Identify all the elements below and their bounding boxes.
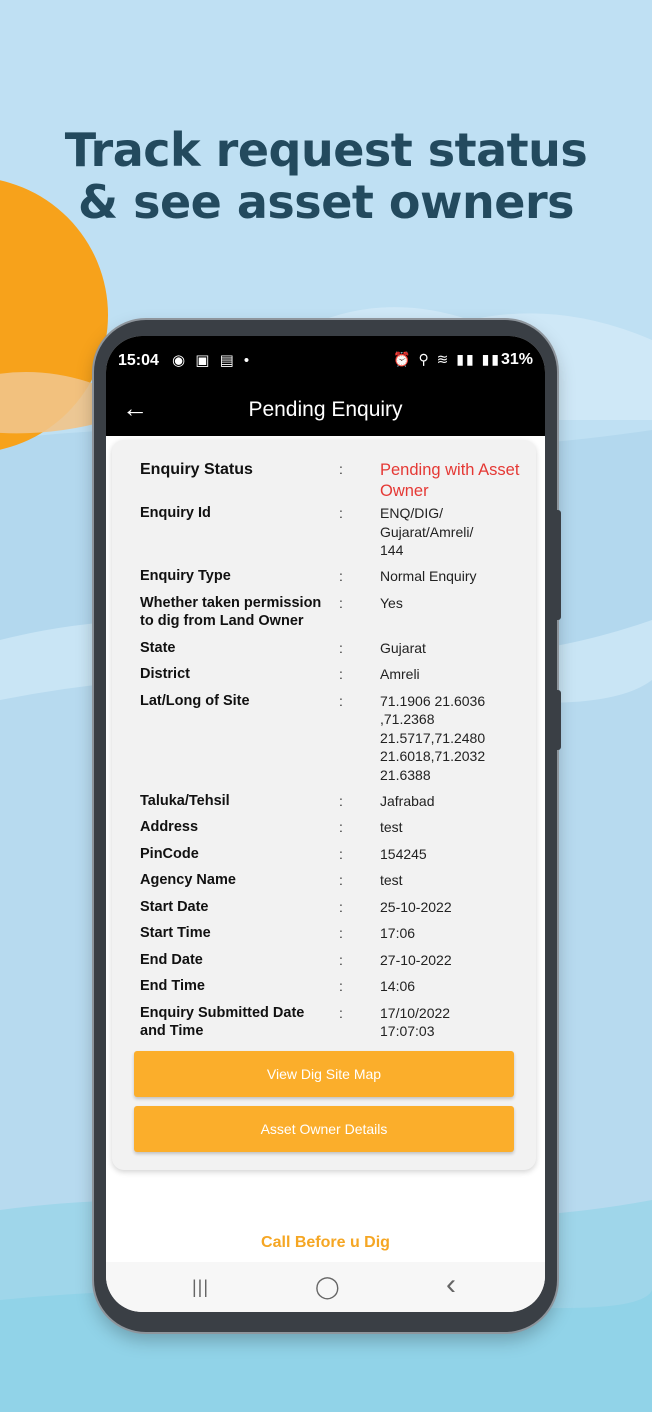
detail-separator: : — [339, 639, 343, 656]
detail-value: ENQ/DIG/ Gujarat/Amreli/ 144 — [380, 505, 474, 558]
detail-row — [140, 594, 520, 639]
page-title: Pending Enquiry — [248, 398, 403, 421]
asset-owner-details-button[interactable]: Asset Owner Details — [134, 1106, 514, 1152]
call-before-u-dig-link[interactable]: Call Before u Dig — [261, 1234, 390, 1251]
detail-row-status — [140, 460, 520, 504]
detail-value: 14:06 — [380, 978, 416, 994]
detail-label: Whether taken permission to dig from Land Owner — [140, 594, 322, 629]
promo-headline — [0, 124, 652, 228]
detail-value: Gujarat — [380, 639, 426, 656]
detail-row — [140, 567, 520, 594]
detail-separator: : — [339, 594, 343, 611]
detail-separator: : — [339, 819, 343, 835]
enquiry-card — [112, 440, 536, 1170]
detail-separator: : — [339, 951, 343, 968]
phone-screen — [106, 336, 545, 1312]
detail-row — [140, 845, 520, 872]
detail-separator: : — [339, 872, 343, 888]
detail-separator: : — [339, 461, 343, 477]
detail-value: 25-10-2022 — [380, 898, 452, 915]
detail-separator: : — [339, 978, 343, 994]
detail-separator: : — [339, 1004, 343, 1021]
detail-label: State — [140, 639, 176, 656]
view-dig-site-map-button[interactable]: View Dig Site Map — [134, 1051, 514, 1097]
arrow-left-icon[interactable]: ← — [122, 393, 148, 423]
app-bar — [106, 384, 545, 436]
detail-separator: : — [339, 692, 343, 709]
detail-row — [140, 871, 520, 898]
detail-label: Enquiry Status — [140, 461, 253, 478]
system-icons: ⏰ ⚲ ≋ ▮▮ ▮▮ — [393, 351, 501, 367]
detail-label: Taluka/Tehsil — [140, 792, 230, 809]
detail-label: Enquiry Submitted Date and Time — [140, 1004, 305, 1039]
detail-row — [140, 792, 520, 819]
detail-value: test — [380, 819, 403, 835]
headline-line-2: & see asset owners — [77, 175, 575, 229]
detail-value: Amreli — [380, 666, 420, 682]
detail-label: Enquiry Id — [140, 505, 211, 521]
detail-row — [140, 951, 520, 978]
detail-label: Agency Name — [140, 872, 236, 888]
volume-button — [556, 510, 561, 620]
detail-row — [140, 1004, 520, 1044]
detail-value: 17/10/2022 17:07:03 — [380, 1004, 451, 1039]
detail-row — [140, 504, 520, 567]
status-bar — [106, 336, 545, 384]
detail-separator: : — [339, 666, 343, 682]
detail-separator: : — [339, 505, 343, 521]
home-icon[interactable]: ◯ — [315, 1274, 340, 1299]
detail-value: Normal Enquiry — [380, 568, 477, 584]
detail-label: End Date — [140, 951, 203, 968]
detail-separator: : — [339, 568, 343, 584]
detail-value: Yes — [380, 594, 403, 611]
detail-label: Lat/Long of Site — [140, 692, 250, 709]
detail-row — [140, 665, 520, 692]
detail-row — [140, 924, 520, 951]
detail-row — [140, 977, 520, 1004]
detail-label: Enquiry Type — [140, 568, 231, 584]
recents-icon[interactable]: ||| — [192, 1277, 210, 1297]
detail-value: 154245 — [380, 845, 427, 862]
nav-back-icon[interactable]: ‹ — [446, 1268, 456, 1301]
detail-value: Jafrabad — [380, 792, 435, 809]
detail-separator: : — [339, 898, 343, 915]
detail-label: End Time — [140, 978, 205, 994]
detail-value: 27-10-2022 — [380, 951, 452, 968]
detail-row — [140, 898, 520, 925]
detail-separator: : — [339, 792, 343, 809]
status-time: 15:04 — [118, 352, 159, 369]
enquiry-details — [140, 460, 520, 1044]
detail-value: test — [380, 872, 403, 888]
detail-label: Address — [140, 819, 199, 835]
detail-separator: : — [339, 925, 343, 941]
android-nav-bar — [106, 1262, 545, 1312]
status-value: Pending with Asset Owner — [380, 461, 520, 500]
power-button — [556, 690, 561, 750]
detail-separator: : — [339, 845, 343, 862]
detail-label: PinCode — [140, 845, 199, 862]
notification-icons: ◉ ▣ ▤ • — [172, 352, 253, 369]
headline-line-1: Track request status — [64, 123, 588, 177]
detail-label: District — [140, 666, 190, 682]
battery-level: 31% — [500, 351, 533, 368]
detail-label: Start Time — [140, 925, 211, 941]
detail-value: 71.1906 21.6036 ,71.2368 21.5717,71.2480 21.6018,71.2032 21.6388 — [380, 692, 486, 783]
detail-value: 17:06 — [380, 925, 416, 941]
detail-row — [140, 818, 520, 845]
detail-label: Start Date — [140, 898, 209, 915]
detail-row — [140, 639, 520, 666]
detail-row — [140, 692, 520, 792]
